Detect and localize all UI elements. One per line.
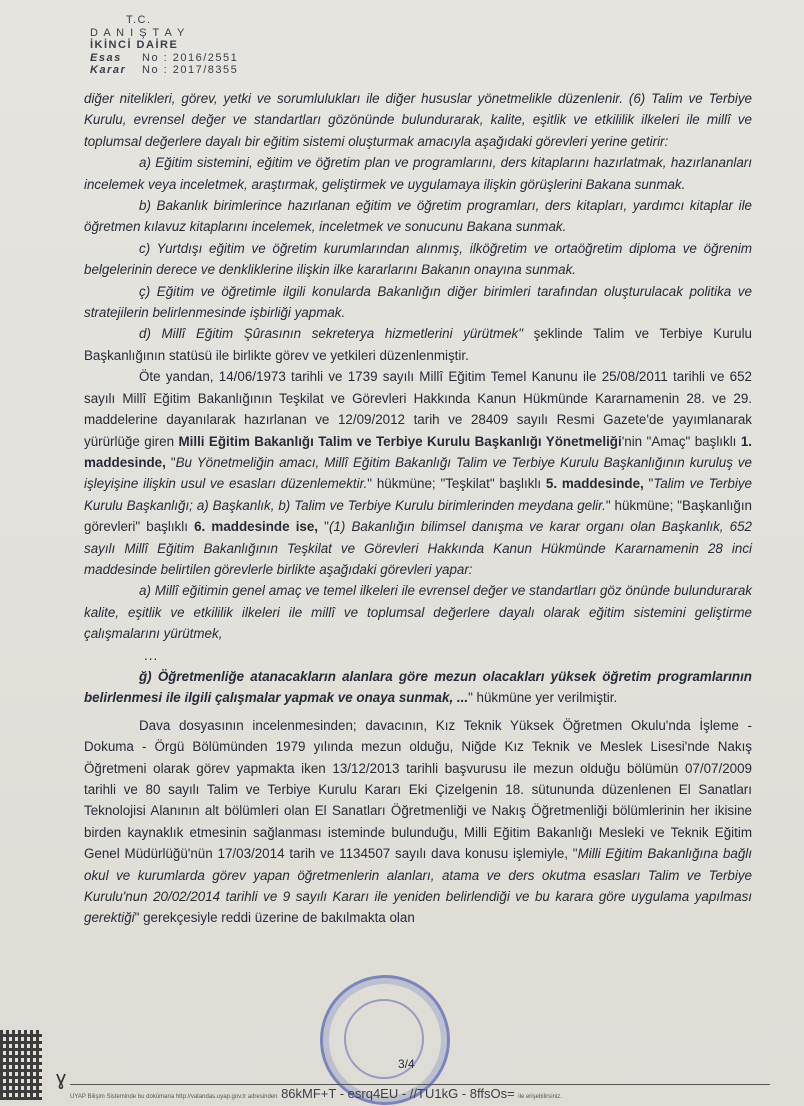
header-esas-row [90,52,238,65]
item-d-rest: şeklinde Talim ve Terbiye Kurulu Başkanlığının statüsü ile birlikte görev ve yetkileri düzenlenmiştir. [84,326,752,363]
ote-text-3: " [165,454,176,470]
esas-value: No : 2016/2551 [142,51,239,64]
ote-text-5: " [643,476,654,492]
item-g-rest: " hükmüne yer verilmiştir. [468,690,618,706]
paragraph-regulation-intro: diğer nitelikleri, görev, yetki ve sorumlulukları ile diğer hususlar yönetmelikle düzenlenir. (6) Talim ve Terbiye Kurulu, evrensel değer ve standartları gözönünde bulundurarak, kalite, eşitlik ve etkililik ilkeleri ile millî ve toplumsal değerlere dayalı bir eğitim sistemi oluşturmak amacıyla aşağıdaki görevleri yerine getirir: [84,91,752,149]
document-body [84,88,752,929]
paragraph-item-d [84,323,752,366]
dava-text: Dava dosyasının incelenmesinden; davacının, Kız Teknik Yüksek Öğretmen Okulu'nda İşleme - Dokuma - Örgü Bölümünden 1979 yılında mezun olduğu, Niğde Kız Teknik ve Meslek Lisesi'nde Nakış Öğretmeni olarak görev yapmakta iken 13/12/2013 tarihli başvurusu ile mezun olduğu bölümün 07/07/2009 tarihli ve 80 sayılı Talim ve Terbiye Kurulu Kararı Eki Çizelgenin 18. sütununda düzenlenen El Sanatları Teknolojisi Alanının alt bölümleri olan El Sanatları Öğretmenliği ve Nakış Öğretmenliği bölümlerinin her ikisine birden kaynaklık etmesinin sağlanması isteminde bulunduğu, Milli Eğitim Bakanlığı Mesleki ve Teknik Eğitim Genel Müdürlüğü'nün 17/03/2014 tarih ve 1134507 sayılı dava konusu işlemiyle, " [84,717,752,862]
esas-label: Esas [90,51,122,64]
karar-value: No : 2017/8355 [142,64,239,76]
ote-quote-1: Bu Yönetmeliğin amacı, Millî Eğitim Bakanlığı Talim ve Terbiye Kurulu Başkanlığının kuruluş ve işleyişine ilişkin usul ve esasları düzenlemektir. [84,454,753,492]
ote-text-7: " [318,519,329,535]
ote-text-6: " hükmüne; "Başkanlığın görevleri" başlıklı [84,497,752,535]
footer [70,1086,800,1101]
header-karar-row [90,64,238,77]
paragraph-ote-yandan [84,366,752,580]
signature-mark: ɣ [56,1068,67,1090]
ote-bold-article-6: 6. maddesinde ise, [194,519,319,535]
paragraph-item-g [84,666,752,709]
footer-divider [70,1084,770,1085]
ote-text-2: 'nin "Amaç" başlıklı [621,433,741,449]
footer-tail-text: ile erişebilirsiniz. [518,1094,562,1100]
ote-bold-article-5: 5. maddesinde, [545,476,644,492]
ote-bold-article-1: 1. maddesinde, [84,433,753,470]
dava-quote: Milli Eğitim Bakanlığına bağlı okul ve kurumlarda görev yapan öğretmenlerin alanları, atama ve ders okutma esasları Talim ve Terbiye Kurulu'nun 20/02/2014 tarihli ve 9 sayılı Kararı ile yeniden belirlendiği ve bu karara göre uygulama yapılması gerektiği [84,846,752,926]
paragraph-dava [84,715,752,929]
qr-code [0,1030,42,1100]
karar-label: Karar [90,64,127,76]
ellipsis: ... [144,647,159,663]
ote-bold-regulation: Milli Eğitim Bakanlığı Talim ve Terbiye Kurulu Başkanlığı Yönetmeliği [178,433,622,449]
ote-text-1: Öte yandan, 14/06/1973 tarihli ve 1739 sayılı Millî Eğitim Temel Kanunu ile 25/08/2011 tarihli ve 652 sayılı Millî Eğitim Bakanlığının Teşkilat ve Görevleri Hakkında Kanun Hükmünde Kararnamenin 28. ve 29. maddelerine dayanılarak hazırlanan ve 12/09/2012 tarih ve 28409 sayılı Resmi Gazete'de yayımlanarak yürürlüğe giren [84,369,752,449]
ote-quote-3: (1) Bakanlığın bilimsel danışma ve karar organı olan Başkanlık, 652 sayılı Millî Eğitim Bakanlığının Teşkilat ve Görevleri Hakkında Kanun Hükmünde Kararnamenin 28 inci maddesinde belirtilen görevlerle birlikte aşağıdaki görevleri yapar: [84,519,752,577]
paragraph-item-cc: ç) Eğitim ve öğretimle ilgili konularda Bakanlığın diğer birimleri tarafından oluşturulacak politika ve stratejilerin belirlenmesinde işbirliği yapmak. [84,283,752,321]
court-header [90,14,238,77]
footer-verification-code: 86kMF+T - esrq4EU - //TU1kG - 8ffsOs= [281,1086,515,1101]
paragraph-item-c: c) Yurtdışı eğitim ve öğretim kurumlarından alınmış, ilköğretim ve ortaöğretim diploma ve öğrenim belgelerinin derece ve denkliklerine ilişkin ilke kararlarını Bakanın onayına sunmak. [84,240,752,278]
dava-end: " gerekçesiyle reddi üzerine de bakılmakta olan [134,910,415,926]
item-g-quote: ğ) Öğretmenliğe atanacakların alanlara göre mezun olacakları yüksek öğretim programlarının belirlenmesi ile ilgili çalışmalar yapmak ve onaya sunmak, ... [84,668,752,706]
ote-quote-2: Talim ve Terbiye Kurulu Başkanlığı; a) Başkanlık, b) Talim ve Terbiye Kurulu birimlerinden meydana gelir. [84,476,752,513]
paragraph-item-a: a) Eğitim sistemini, eğitim ve öğretim plan ve programlarını, ders kitaplarını hazırlatmak, hazırlananları incelemek veya inceletmek, araştırmak, geliştirmek ve uygulamaya ilişkin görüşlerini Bakana sunmak. [84,155,752,192]
header-chamber: İKİNCİ DAİRE [90,39,179,51]
page-number: 3/4 [398,1057,415,1071]
header-tc: T.C. [126,14,152,26]
paragraph-item-a2: a) Millî eğitimin genel amaç ve temel ilkeleri ile evrensel değer ve standartları göz önünde bulundurarak kalite, eşitlik ve etkililik ilkeleri ile millî ve toplumsal değerlere dayalı olarak eğitim sistemini geliştirme çalışmalarını yürütmek, [84,583,752,642]
header-court: D A N I Ş T A Y [90,26,186,39]
item-d-quote: d) Millî Eğitim Şûrasının sekreterya hizmetlerini yürütmek" [139,326,523,342]
footer-uyap-text: UYAP Bilişim Sisteminde bu dokümana http://vatandas.uyap.gov.tr adresinden [70,1094,278,1100]
paragraph-item-b: b) Bakanlık birimlerince hazırlanan eğitim ve öğretim programları, ders kitapları, yardımcı kitaplar ile öğretmen kılavuz kitaplarını incelemek, inceletmek ve sonucunu Bakana sunmak. [84,198,752,235]
ote-text-4: " hükmüne; "Teşkilat" başlıklı [367,476,546,492]
